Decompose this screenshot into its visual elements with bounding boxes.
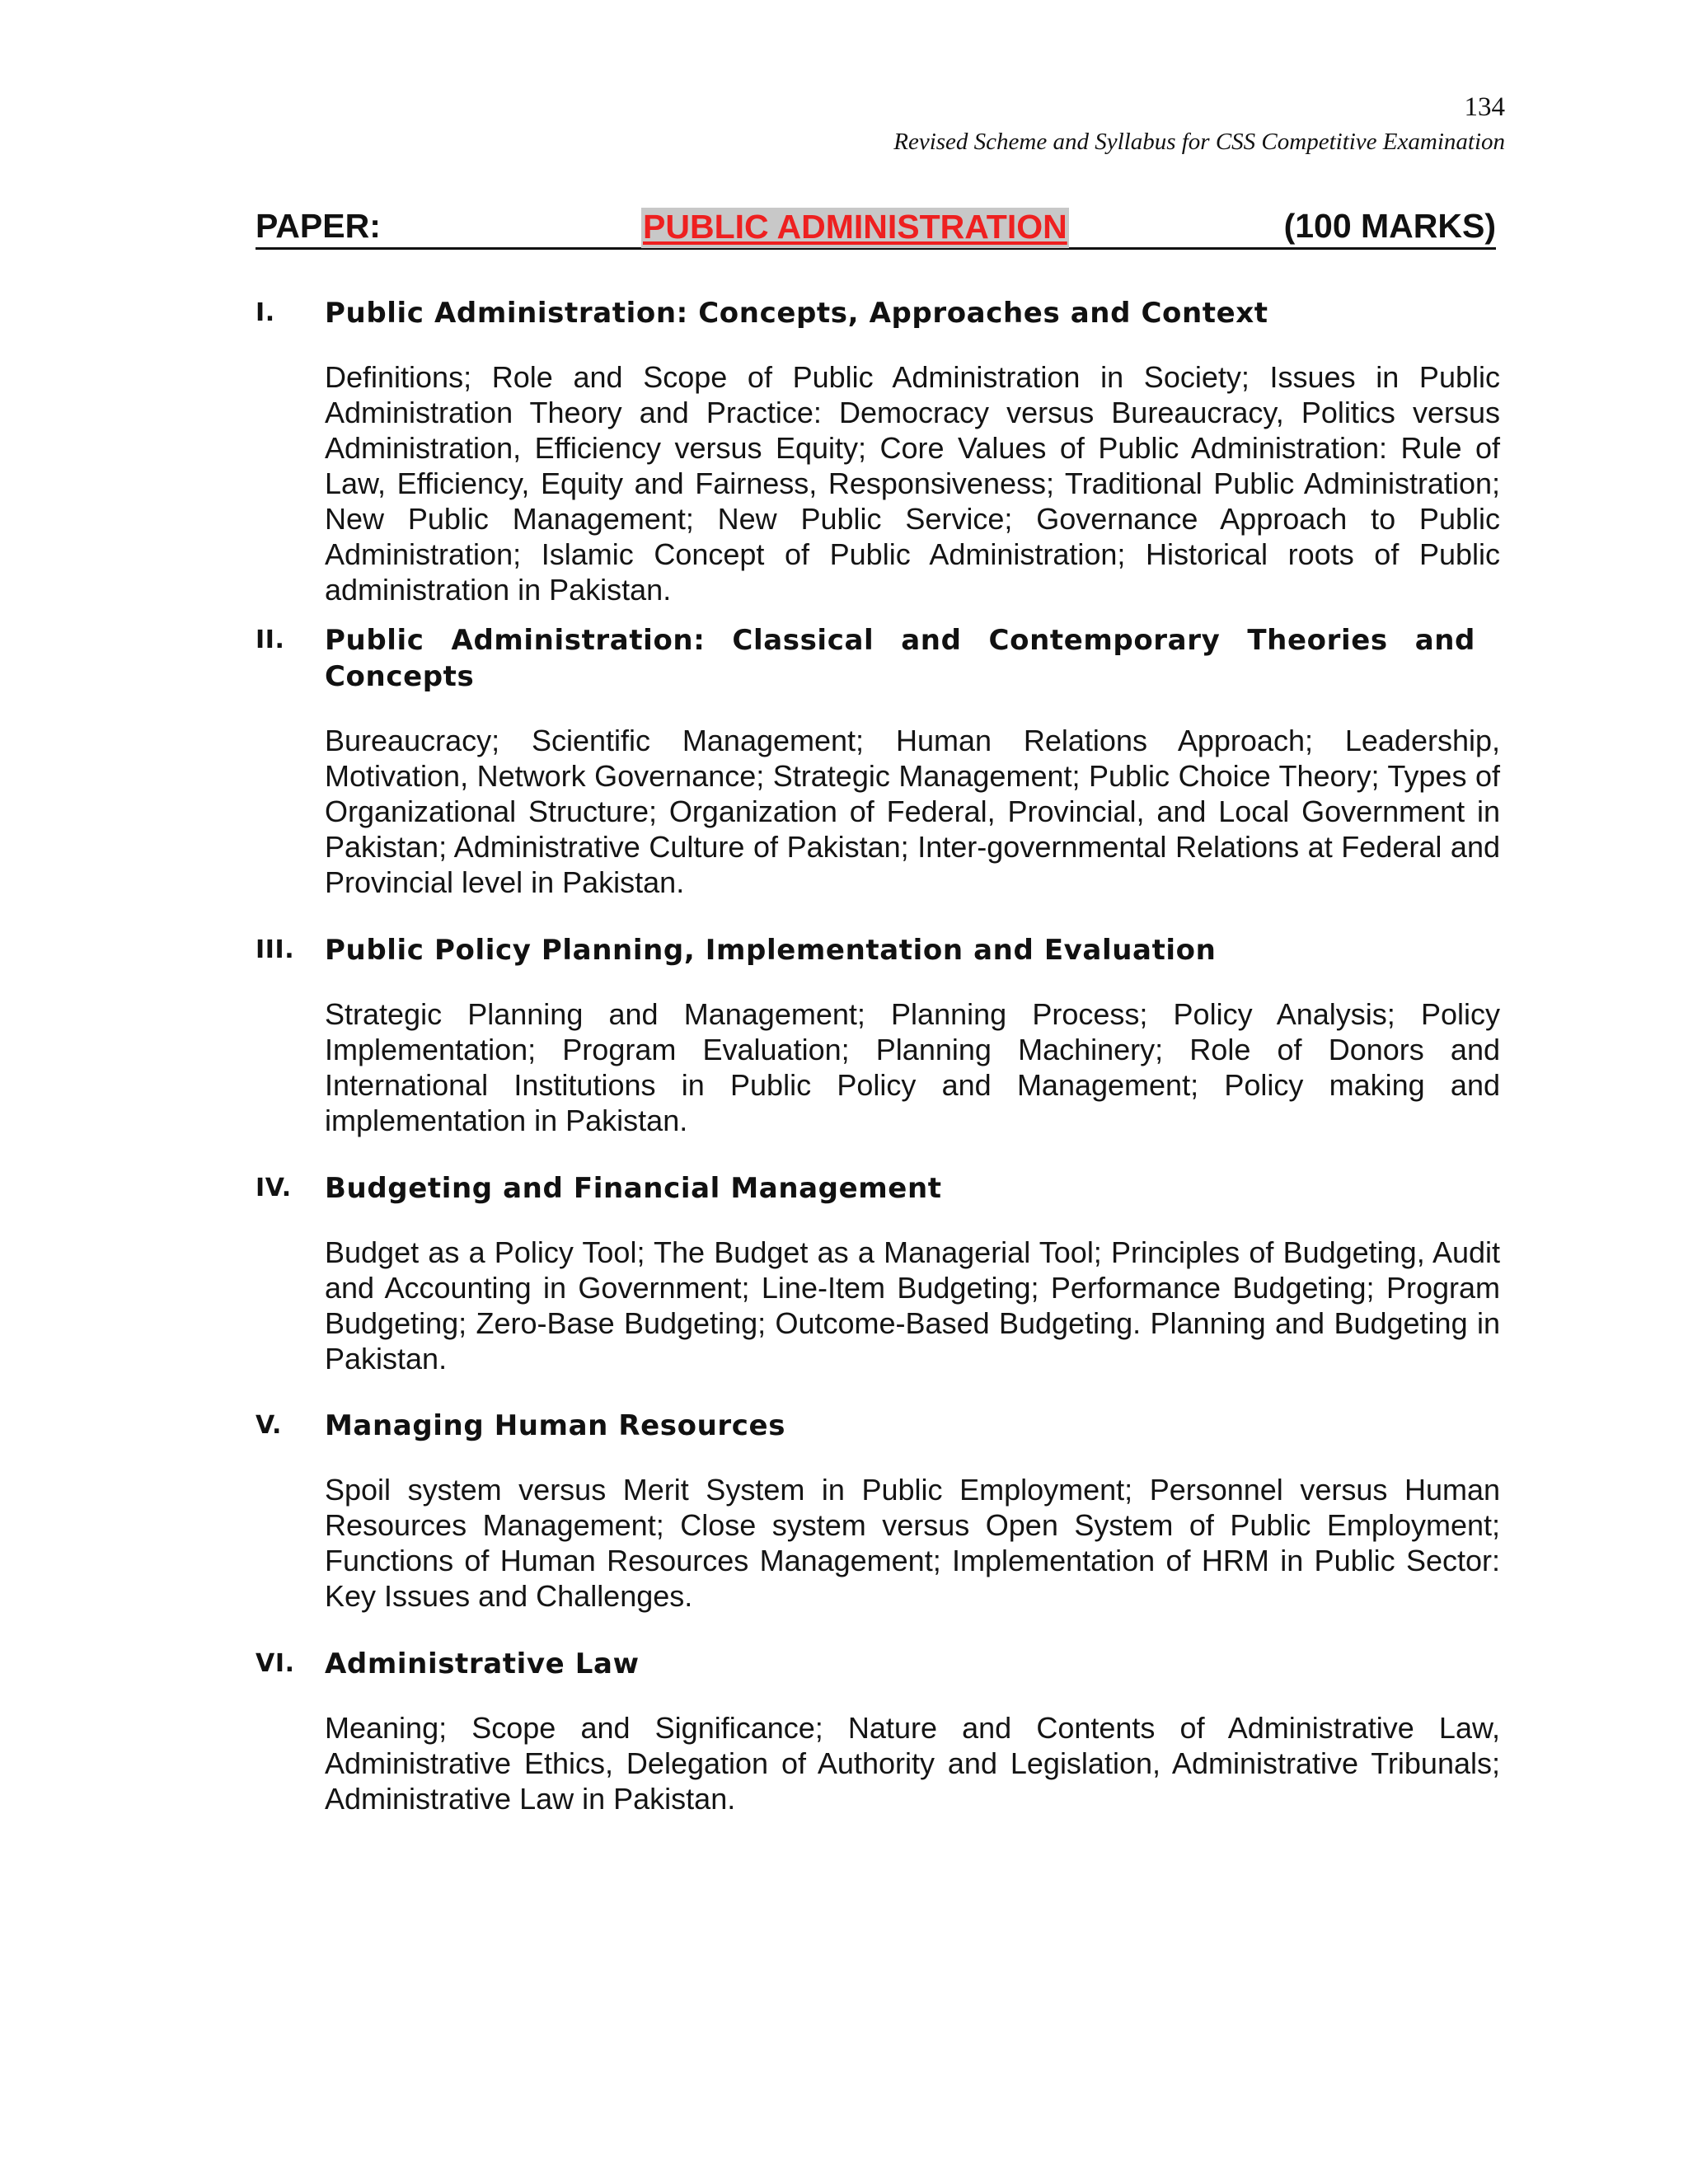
section-body: Spoil system versus Merit System in Public Employment; Personnel versus Human Resources Management; Close system versus Open System of Public Employment; Functions of Human Resources Management; Implementation of HRM in Public Sector: Key Issues and Challenges. [325, 1473, 1500, 1613]
section-heading [256, 1170, 1500, 1207]
section-heading [256, 295, 1500, 331]
syllabus-section [256, 1646, 1500, 1816]
section-title: Managing Human Resources [325, 1409, 786, 1442]
syllabus-section [256, 1408, 1500, 1614]
section-title: Public Administration: Classical and Contemporary Theories and Concepts [325, 624, 1475, 693]
syllabus-section [256, 622, 1500, 900]
section-number: II. [256, 626, 285, 654]
running-header: Revised Scheme and Syllabus for CSS Competitive Examination [893, 129, 1505, 155]
syllabus-section [256, 932, 1500, 1138]
section-title: Budgeting and Financial Management [325, 1172, 942, 1205]
section-number: VI. [256, 1649, 295, 1678]
paper-marks: (100 MARKS) [1283, 207, 1496, 245]
syllabus-section [256, 1170, 1500, 1376]
section-heading [256, 932, 1500, 968]
paper-subject: PUBLIC ADMINISTRATION [641, 208, 1069, 248]
section-body: Budget as a Policy Tool; The Budget as a Managerial Tool; Principles of Budgeting, Audit and Accounting in Government; Line-Item Budgeting; Performance Budgeting; Program Budgeting; Zero-Base Budgeting; Outcome-Based Budgeting. Planning and Budgeting in Pakistan. [325, 1235, 1500, 1376]
section-number: III. [256, 935, 295, 964]
page-number: 134 [1464, 92, 1505, 122]
paper-heading [256, 206, 1496, 250]
section-body: Meaning; Scope and Significance; Nature and Contents of Administrative Law, Administrative Ethics, Delegation of Authority and Legislation, Administrative Tribunals; Administrative Law in Pakistan. [325, 1711, 1500, 1816]
syllabus-section [256, 295, 1500, 607]
section-number: V. [256, 1411, 282, 1440]
section-heading [256, 1408, 1500, 1444]
section-heading [256, 622, 1500, 695]
section-body: Strategic Planning and Management; Planning Process; Policy Analysis; Policy Implementation; Program Evaluation; Planning Machinery; Role of Donors and International Institutions in Public Policy and Management; Policy making and implementation in Pakistan. [325, 997, 1500, 1137]
section-number: I. [256, 298, 275, 327]
section-number: IV. [256, 1174, 292, 1202]
section-title: Public Administration: Concepts, Approaches and Context [325, 297, 1268, 330]
section-body: Definitions; Role and Scope of Public Administration in Society; Issues in Public Administration Theory and Practice: Democracy versus Bureaucracy, Politics versus Administration, Efficiency versus Equity; Core Values of Public Administration: Rule of Law, Efficiency, Equity and Fairness, Responsiveness; Traditional Public Administration; New Public Management; New Public Service; Governance Approach to Public Administration; Islamic Concept of Public Administration; Historical roots of Public administration in Pakistan. [325, 360, 1500, 607]
section-title: Public Policy Planning, Implementation and Evaluation [325, 934, 1217, 967]
paper-label: PAPER: [256, 207, 381, 245]
section-body: Bureaucracy; Scientific Management; Human Relations Approach; Leadership, Motivation, Network Governance; Strategic Management; Public Choice Theory; Types of Organizational Structure; Organization of Federal, Provincial, and Local Government in Pakistan; Administrative Culture of Pakistan; Inter-governmental Relations at Federal and Provincial level in Pakistan. [325, 724, 1500, 899]
section-title: Administrative Law [325, 1647, 640, 1680]
section-heading [256, 1646, 1500, 1682]
